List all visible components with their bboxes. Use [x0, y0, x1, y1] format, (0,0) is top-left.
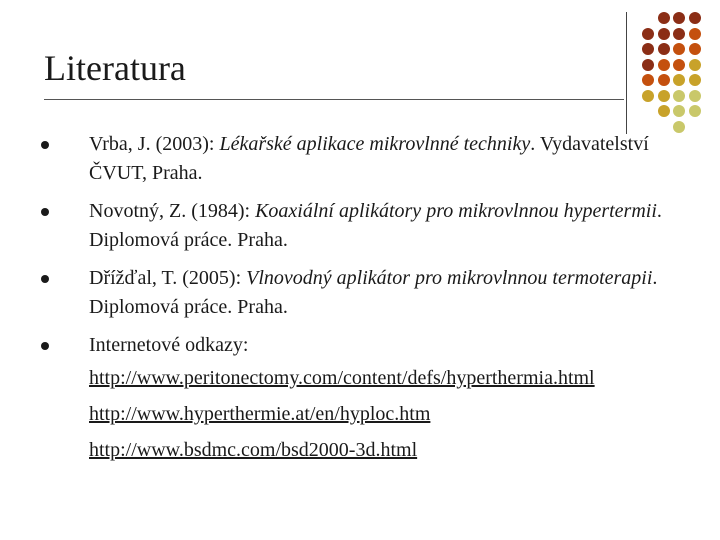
internet-links-label: Internetové odkazy:: [89, 334, 249, 356]
bullet-icon: [41, 141, 49, 149]
references-list: [40, 130, 700, 477]
web-link-2[interactable]: http://www.hyperthermie.at/en/hyploc.htm: [89, 403, 431, 425]
slide-title: Literatura: [44, 48, 186, 88]
decorative-dot: [642, 90, 654, 102]
reference-publisher: . Diplomová práce. Praha.: [89, 267, 658, 318]
web-link-1[interactable]: http://www.peritonectomy.com/content/defs/hyperthermia.html: [89, 367, 595, 389]
reference-item-1: [40, 130, 700, 188]
reference-item-2: [40, 197, 700, 255]
reference-work: Koaxiální aplikátory pro mikrovlnnou hypertermii: [255, 200, 657, 222]
decorative-dot: [658, 59, 670, 71]
reference-item-3: [40, 264, 700, 322]
decorative-dot: [689, 12, 701, 24]
bullet-icon: [41, 208, 49, 216]
decorative-dot: [689, 90, 701, 102]
decorative-dot: [689, 43, 701, 55]
decorative-dot: [673, 74, 685, 86]
decorative-dot: [673, 105, 685, 117]
bullet-icon: [41, 342, 49, 350]
decorative-dot: [642, 28, 654, 40]
decorative-dot: [689, 105, 701, 117]
decorative-dot: [689, 74, 701, 86]
reference-publisher: . Vydavatelství ČVUT, Praha.: [89, 133, 649, 184]
decorative-dot: [673, 12, 685, 24]
decorative-dot: [673, 90, 685, 102]
internet-links-item: [40, 331, 700, 468]
decorative-dot: [642, 74, 654, 86]
decorative-dot: [642, 59, 654, 71]
title-underline: [44, 99, 624, 100]
bullet-icon: [41, 275, 49, 283]
decorative-dot: [658, 43, 670, 55]
decorative-dot-grid: [640, 12, 720, 132]
reference-author: Novotný, Z. (1984):: [89, 200, 256, 222]
reference-author: Dřížďal, T. (2005):: [89, 267, 247, 289]
decorative-dot: [673, 59, 685, 71]
decorative-dot: [658, 12, 670, 24]
vertical-divider: [626, 12, 627, 134]
decorative-dot: [658, 105, 670, 117]
reference-work: Vlnovodný aplikátor pro mikrovlnnou termoterapii: [246, 267, 653, 289]
decorative-dot: [658, 74, 670, 86]
decorative-dot: [689, 59, 701, 71]
reference-work: Lékařské aplikace mikrovlnné techniky: [219, 133, 531, 155]
decorative-dot: [658, 28, 670, 40]
decorative-dot: [673, 28, 685, 40]
reference-author: Vrba, J. (2003):: [89, 133, 220, 155]
reference-publisher: . Diplomová práce. Praha.: [89, 200, 662, 251]
decorative-dot: [642, 43, 654, 55]
decorative-dot: [689, 28, 701, 40]
web-link-3[interactable]: http://www.bsdmc.com/bsd2000-3d.html: [89, 439, 418, 461]
decorative-dot: [673, 43, 685, 55]
decorative-dot: [658, 90, 670, 102]
